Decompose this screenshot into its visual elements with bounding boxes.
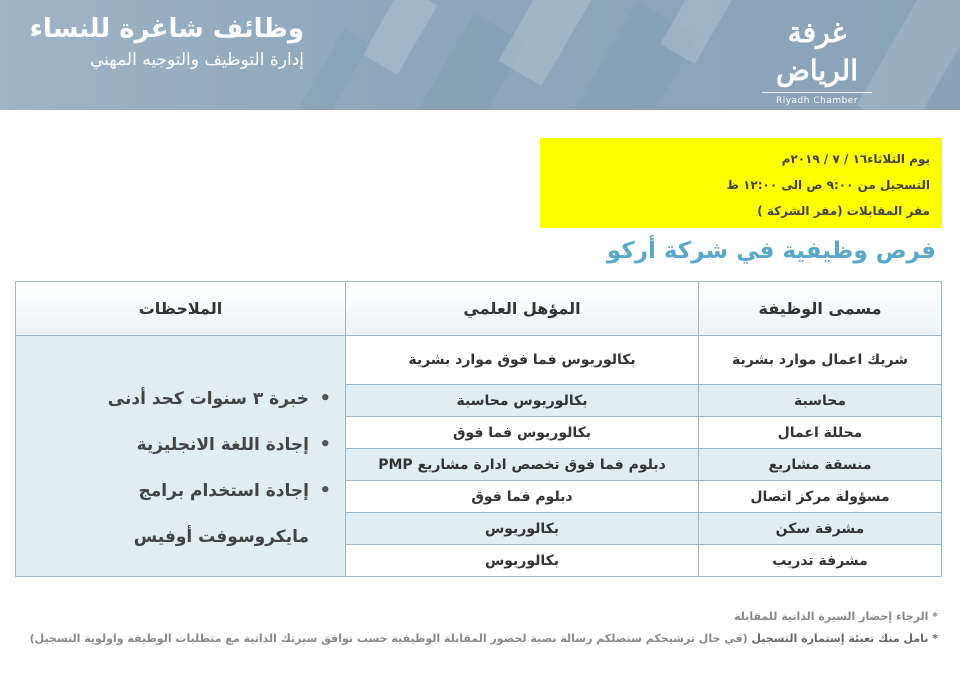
table-row [346, 448, 941, 480]
qualification-cell: بكالوريوس محاسبة [346, 385, 699, 416]
interview-notice-box [540, 138, 942, 228]
qualification-cell: بكالوريوس فما فوق [346, 417, 699, 448]
job-title-cell: محاسبة [794, 392, 846, 409]
note-item: • إجادة استخدام برامج [35, 468, 335, 514]
footer-cv-note: * الرجاء إحضار السيرة الذاتية للمقابلة [734, 610, 938, 623]
notice-date: يوم الثلاثاء١٦ / ٧ / ٢٠١٩م [781, 152, 930, 166]
footer-registration-note [30, 628, 938, 650]
header-banner [0, 0, 960, 110]
job-title-cell: محللة اعمال [777, 424, 863, 441]
logo-arabic-text: غرفة الرياض [776, 16, 858, 87]
job-title-cell: منسقة مشاريع [768, 456, 872, 473]
job-title-cell: مسؤولة مركز اتصال [750, 488, 890, 505]
table-row [346, 480, 941, 512]
notice-registration-time: التسجيل من ٩:٠٠ ص الى ١٢:٠٠ ظ [726, 178, 930, 192]
header-qualification: المؤهل العلمي [346, 282, 699, 336]
job-title-cell: شريك اعمال موارد بشرية [732, 352, 908, 368]
qualification-cell: بكالوريوس [346, 545, 699, 576]
note-item-continuation: مايكروسوفت أوفيس [133, 527, 309, 547]
note-item: • خبرة ٣ سنوات كحد أدنى [35, 376, 335, 422]
table-row [346, 512, 941, 544]
table-row [346, 384, 941, 416]
qualification-cell: دبلوم فما فوق [346, 481, 699, 512]
table-row [346, 416, 941, 448]
qualification-cell: بكالوريوس [346, 513, 699, 544]
job-title-cell: مشرفة سكن [775, 520, 865, 537]
riyadh-chamber-logo [752, 14, 882, 106]
page-heading: فرص وظيفية في شركة أركو [606, 238, 936, 264]
logo-english-text: Riyadh Chamber [775, 96, 859, 106]
banner-subtitle: إدارة التوظيف والتوجيه المهني [89, 50, 304, 70]
notes-cell [16, 336, 346, 576]
notice-interview-location: مقر المقابلات (مقر الشركة ) [757, 204, 930, 218]
banner-title: وظائف شاغرة للنساء [29, 14, 304, 44]
logo-divider [762, 92, 872, 93]
note-item: • إجادة اللغة الانجليزية [35, 422, 335, 468]
footer-registration-bold: * نامل منك تعبئة إستمارة التسجيل [751, 632, 938, 645]
jobs-table [15, 281, 942, 577]
header-notes: الملاحظات [16, 282, 346, 336]
footer-registration-detail: (في حال ترشيحكم ستصلكم رسالة نصية لحضور المقابلة الوظيفية حسب توافق سيرتك الذاتية مع متطلبات الوظيفة واولوية التسجيل) [29, 632, 752, 645]
notes-list [35, 376, 335, 560]
footer-notes [30, 606, 938, 650]
table-row [346, 544, 941, 576]
table-row [346, 336, 941, 384]
qualification-cell: بكالوريوس فما فوق موارد بشرية [346, 336, 699, 384]
job-title-cell: مشرفة تدريب [772, 552, 868, 569]
qualification-cell: دبلوم فما فوق تخصص ادارة مشاريع PMP [346, 449, 699, 480]
header-job-title: مسمى الوظيفة [699, 282, 941, 336]
